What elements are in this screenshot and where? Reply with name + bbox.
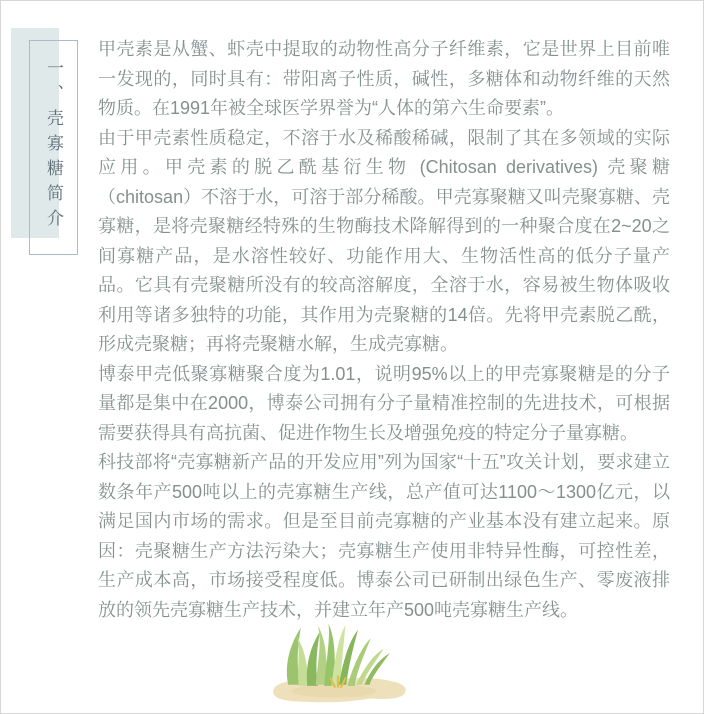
grass-illustration xyxy=(264,617,414,707)
paragraph-4: 科技部将“壳寡糖新产品的开发应用”列为国家“十五”攻关计划，要求建立数条年产500吨以上的壳寡糖生产线，总产值可达1100～1300亿元，以满足国内市场的需求。但是至目前壳寡糖的产业基本没有建立起来。原因：壳聚糖生产方法污染大；壳寡糖生产使用非特异性酶，可控性差，生产成本高，市场接受程度低。博泰公司已研制出绿色生产、零废液排放的领先壳寡糖生产技术，并建立年产500吨壳寡糖生产线。 xyxy=(98,452,670,620)
content-area xyxy=(98,35,670,625)
grass-blade-icon xyxy=(316,625,327,684)
paragraph-3: 博泰甲壳低聚寡糖聚合度为1.01，说明95%以上的甲壳寡聚糖是的分子量都是集中在2000，博泰公司拥有分子量精准控制的先进技术，可根据需要获得具有高抗菌、促进作物生长及增强免疫的特定分子量寡糖。 xyxy=(98,363,670,443)
section-title: 一、壳寡糖简介 xyxy=(44,59,63,234)
paragraph-2: 由于甲壳素性质稳定，不溶于水及稀酸稀碱，限制了其在多领域的实际应用。甲壳素的脱乙酰基衍生物 (Chitosan derivatives) 壳聚糖（chitosan）不溶于水，可溶于部分稀酸。甲壳寡聚糖又叫壳聚寡糖、壳寡糖，是将壳聚糖经特殊的生物酶技术降解得到的一种聚合度在2~20之间寡糖产品，是水溶性较好、功能作用大、生物活性高的低分子量产品。它具有壳聚糖所没有的较高溶解度，全溶于水，容易被生物体吸收利用等诸多独特的功能，其作用为壳聚糖的14倍。先将甲壳素脱乙酰，形成壳聚糖；再将壳聚糖水解，生成壳寡糖。 xyxy=(98,127,670,354)
paragraph-1: 甲壳素是从蟹、虾壳中提取的动物性高分子纤维素，它是世界上目前唯一发现的，同时具有：带阳离子性质，碱性，多糖体和动物纤维的天然物质。在1991年被全球医学界誉为“人体的第六生命要素”。 xyxy=(98,39,670,118)
section-title-box xyxy=(29,40,78,255)
